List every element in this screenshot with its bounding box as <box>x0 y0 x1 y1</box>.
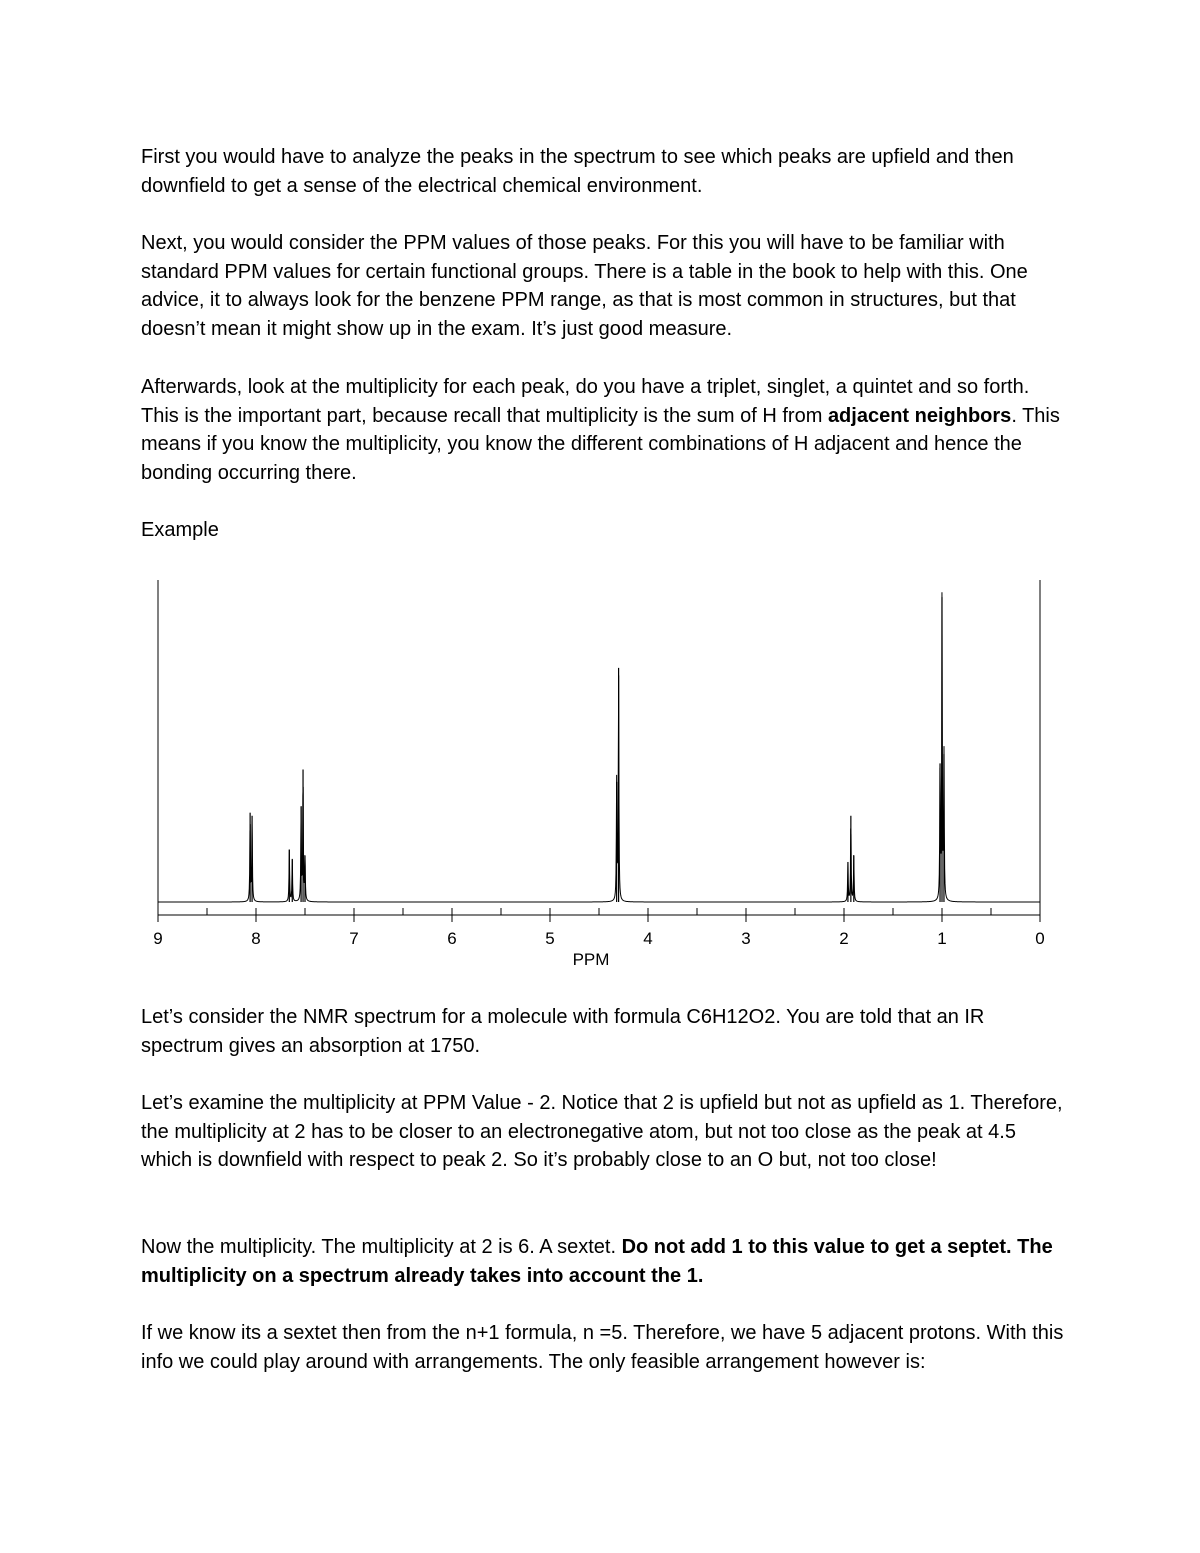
x-axis-tick-label: 9 <box>153 929 163 948</box>
example-heading <box>141 516 1066 545</box>
x-axis-tick-label: 3 <box>741 929 751 948</box>
x-axis-tick-label: 0 <box>1035 929 1045 948</box>
paragraph-text: Now the multiplicity. The multiplicity at 2 is 6. A sextet. <box>141 1236 622 1258</box>
paragraph-analyze-peaks <box>141 143 1066 200</box>
paragraph-n-plus-one <box>141 1319 1066 1376</box>
paragraph-examine-multiplicity <box>141 1089 1066 1175</box>
paragraph-sextet <box>141 1233 1066 1290</box>
x-axis-tick-label: 8 <box>251 929 261 948</box>
nmr-spectrum-chart <box>140 572 1065 977</box>
x-axis-tick-label: 6 <box>447 929 457 948</box>
bold-text-adjacent-neighbors: adjacent neighbors <box>827 404 1012 427</box>
heading-text: Example <box>141 519 219 541</box>
paragraph-text: Afterwards, look at the multiplicity for each peak, do you have a triplet, singlet, a quintet and so forth. This is the important part, because recall that multiplicity is the sum of H from <box>141 376 1030 427</box>
spectrum-trace <box>158 592 1040 902</box>
paragraph-text: Let’s consider the NMR spectrum for a molecule with formula C6H12O2. You are told that an IR spectrum gives an absorption at 1750. <box>141 1006 985 1057</box>
x-axis-tick-label: 4 <box>643 929 653 948</box>
paragraph-consider-spectrum <box>141 1003 1066 1060</box>
paragraph-text: . This means if you know the multiplicity, you know the different combinations of H adjacent and hence the bonding occurring there. <box>141 404 1060 485</box>
x-axis-label: PPM <box>572 950 610 969</box>
x-axis-tick-label: 1 <box>937 929 947 948</box>
paragraph-text: If we know its a sextet then from the n+1 formula, n =5. Therefore, we have 5 adjacent protons. With this info we could play around with arrangements. The only feasible arrangement however is: <box>141 1322 1064 1373</box>
paragraph-ppm-values <box>141 229 1066 344</box>
paragraph-multiplicity <box>141 373 1066 488</box>
x-axis-tick-label: 5 <box>545 929 555 948</box>
paragraph-text: Next, you would consider the PPM values of those peaks. For this you will have to be familiar with standard PPM values for certain functional groups. There is a table in the book to help with this. One advice, it to always look for the benzene PPM range, as that is most common in structures, but that doesn’t mean it might show up in the exam. It’s just good measure. <box>141 232 1028 341</box>
x-axis-tick-label: 2 <box>839 929 849 948</box>
x-axis-tick-label: 7 <box>349 929 359 948</box>
paragraph-text: Let’s examine the multiplicity at PPM Value - 2. Notice that 2 is upfield but not as upfield as 1. Therefore, the multiplicity at 2 has to be closer to an electronegative atom, but not too close as the peak at 4.5 which is downfield with respect to peak 2. So it’s probably close to an O but, not too close! <box>141 1092 1063 1172</box>
bold-text-warning: Do not add 1 to this value to get a septet. The multiplicity on a spectrum already takes into account the 1. <box>141 1236 1053 1287</box>
paragraph-text: First you would have to analyze the peaks in the spectrum to see which peaks are upfield and then downfield to get a sense of the electrical chemical environment. <box>141 146 1014 197</box>
